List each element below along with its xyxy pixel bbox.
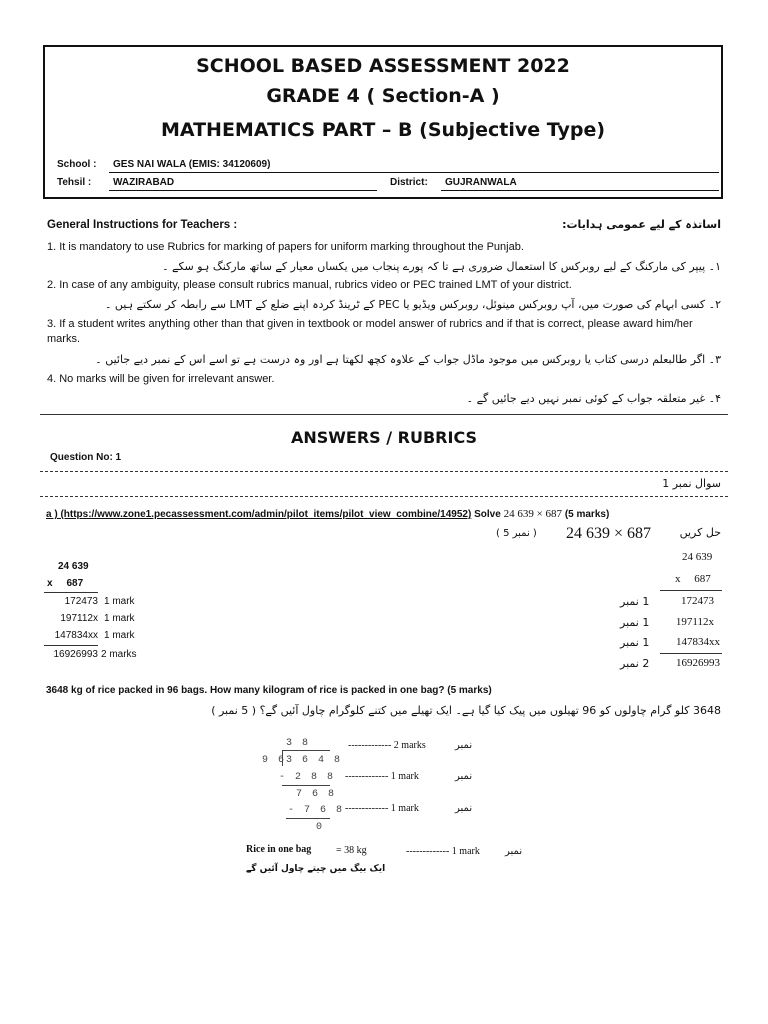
left-calc-row-4-mark: 2 marks — [101, 649, 137, 660]
part-a-marks: (5 marks) — [564, 509, 610, 520]
right-calc-rule-2 — [660, 653, 722, 654]
district-value: GUJRANWALA — [445, 177, 517, 188]
instruction-4-en: 4. No marks will be given for irrelevant answer. — [47, 373, 275, 385]
division-mark-2: ------------- 1 mark — [345, 771, 419, 782]
part-b-text: 3648 kg of rice packed in 96 bags. How many kilogram of rice is packed in one bag? (5 marks) — [46, 685, 492, 696]
division-dividend: 3 6 4 8 — [286, 755, 343, 766]
part-a-ur-expression: 24 639 × 687 — [566, 525, 652, 542]
school-value: GES NAI WALA (EMIS: 34120609) — [113, 159, 271, 170]
left-calc-rule-1 — [44, 592, 98, 593]
right-calc-row-1-val: 172473 — [681, 595, 714, 607]
division-mark-2-ur: نمبر — [455, 771, 473, 782]
division-mark-1-ur: نمبر — [455, 740, 473, 751]
division-quotient: 3 8 — [286, 738, 311, 749]
division-rem-2: 0 — [316, 822, 325, 833]
answer-mark-ur: نمبر — [505, 846, 523, 857]
instruction-1-en: 1. It is mandatory to use Rubrics for marking of papers for uniform marking throughout the Punjab. — [47, 241, 524, 253]
part-b-ur: 3648 کلو گرام چاولوں کو 96 تھیلوں میں پیک کیا گیا ہے۔ ایک تھیلے میں کتنے کلوگرام چاول آئیں گے؟ ( 5 نمبر ) — [211, 704, 721, 717]
right-calc-row-2-mark: 1 نمبر — [620, 616, 650, 629]
division-sub-2: - 7 6 8 — [288, 805, 345, 816]
part-a-solve: Solve — [474, 509, 501, 520]
left-calc-row-2-mark: 1 mark — [104, 613, 135, 624]
header-box — [43, 45, 723, 199]
school-label: School : — [57, 159, 97, 170]
instruction-3-en: 3. If a student writes anything other than that given in textbook or model answer of rubrics and if that is correct, please award him/her marks. — [47, 318, 693, 345]
part-a-line — [46, 508, 609, 520]
question-label: Question No: 1 — [50, 452, 122, 463]
answer-value: = 38 kg — [336, 845, 367, 856]
left-calc-mult: x 687 — [47, 578, 84, 589]
part-a-link[interactable]: a ) (https://www.zone1.pecassessment.com/admin/pilot_items/pilot_view_combine/14952) — [46, 509, 472, 520]
division-bar — [282, 750, 330, 751]
right-calc-rule-1 — [660, 590, 722, 591]
left-calc-row-1-val: 172473 — [64, 596, 98, 607]
tehsil-label: Tehsil : — [57, 177, 92, 188]
section-title: ANSWERS / RUBRICS — [290, 428, 478, 447]
instructions-heading: General Instructions for Teachers : — [47, 219, 238, 231]
part-a-ur-marks: ( 5 نمبر ) — [496, 528, 537, 539]
division-mark-3-ur: نمبر — [455, 803, 473, 814]
left-calc-row-4-val: 16926993 — [53, 649, 98, 660]
right-calc-row-4-val: 16926993 — [676, 657, 720, 669]
section-divider — [40, 414, 728, 415]
instruction-4-ur: ۴۔ غیر متعلقہ جواب کے کوئی نمبر نہیں دیے جائیں گے ۔ — [466, 392, 721, 405]
part-a-ur-label: حل کریں — [679, 526, 721, 539]
tehsil-underline — [109, 190, 377, 191]
right-calc-row-3-val: 147834xx — [676, 636, 720, 648]
right-calc-row-3-mark: 1 نمبر — [620, 636, 650, 649]
right-calc-row-4-mark: 2 نمبر — [620, 657, 650, 670]
answer-label: Rice in one bag — [246, 844, 312, 855]
tehsil-value: WAZIRABAD — [113, 177, 175, 188]
title-line-1: SCHOOL BASED ASSESSMENT 2022 — [196, 55, 570, 77]
district-underline — [441, 190, 719, 191]
division-mark-1: ------------- 2 marks — [348, 740, 426, 751]
instruction-2-ur: ۲۔ کسی ابہام کی صورت میں، آپ روبرکس مینوئل، روبرکس ویڈیو یا PEC کے ٹرینڈ کردہ اپنے ضلع کے LMT سے رابطہ کر سکتے ہیں ۔ — [104, 298, 721, 311]
part-a-expression: 24 639 × 687 — [503, 508, 563, 520]
title-line-2: GRADE 4 ( Section-A ) — [266, 85, 500, 107]
answer-ur: ایک بیگ میں چیتے چاول آئیں گے — [246, 864, 386, 874]
division-rem-1: 7 6 8 — [296, 789, 337, 800]
title-line-3: MATHEMATICS PART – B (Subjective Type) — [160, 119, 606, 141]
right-calc-mult: x 687 — [675, 573, 711, 585]
instruction-3-ur: ۳۔ اگر طالبعلم درسی کتاب یا روبرکس میں موجود ماڈل جواب کے علاوہ کچھ لکھتا ہے اور وہ درست ہے تو اسے اس کے نمبر دیے جائیں ۔ — [95, 353, 721, 366]
instructions-heading-ur: اساتذہ کے لیے عمومی ہدایات: — [562, 218, 721, 231]
right-calc-top: 24 639 — [682, 551, 713, 563]
dash-line-2 — [40, 496, 728, 497]
instruction-1-ur: ۱۔ پیپر کی مارکنگ کے لیے روبرکس کا استعمال ضروری ہے تا کہ پورے پنجاب میں یکساں معیار کے ساتھ مارکنگ ہو سکے ۔ — [162, 260, 721, 273]
left-calc-row-2-val: 197112x — [60, 613, 98, 624]
left-calc-row-1-mark: 1 mark — [104, 596, 135, 607]
district-label: District: — [390, 177, 428, 188]
instruction-2-en: 2. In case of any ambiguity, please consult rubrics manual, rubrics video or PEC trained LMT of your district. — [47, 279, 572, 291]
division-divisor: 9 6 — [262, 755, 287, 766]
answer-mark: ------------- 1 mark — [406, 846, 480, 857]
division-rule-1 — [282, 785, 330, 786]
dash-line-1 — [40, 471, 728, 472]
division-mark-3: ------------- 1 mark — [345, 803, 419, 814]
left-calc-row-3-val: 147834xx — [54, 630, 98, 641]
division-rule-2 — [286, 818, 330, 819]
question-label-ur: سوال نمبر 1 — [662, 477, 721, 490]
school-underline — [109, 172, 719, 173]
left-calc-rule-2 — [44, 645, 98, 646]
left-calc-top: 24 639 — [58, 561, 89, 572]
left-calc-row-3-mark: 1 mark — [104, 630, 135, 641]
division-sub-1: - 2 8 8 — [279, 772, 336, 783]
right-calc-row-2-val: 197112x — [675, 616, 714, 628]
right-calc-row-1-mark: 1 نمبر — [620, 595, 650, 608]
